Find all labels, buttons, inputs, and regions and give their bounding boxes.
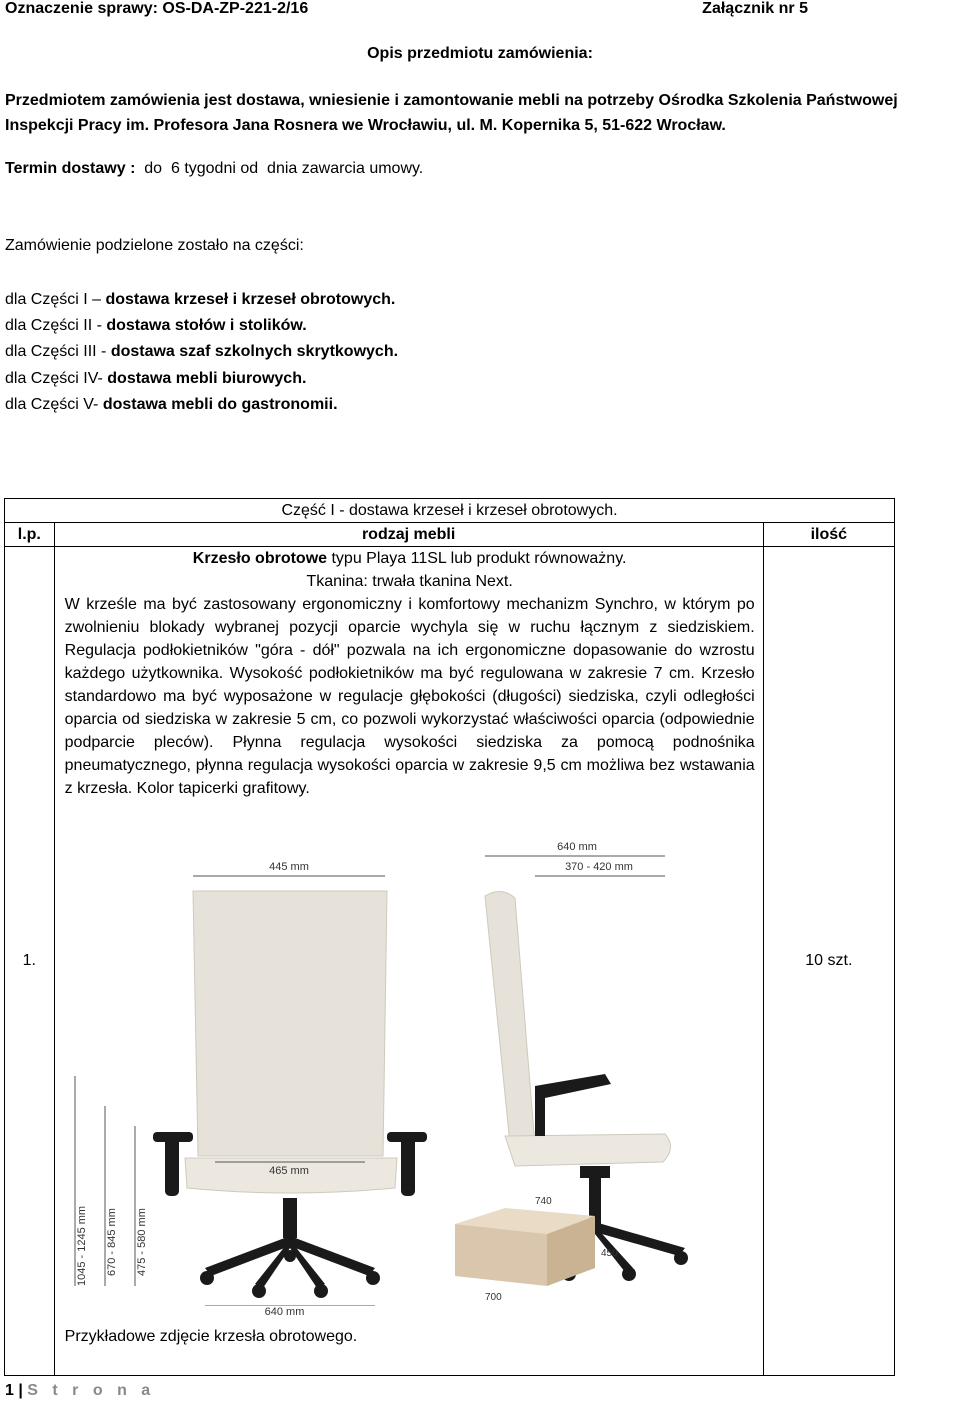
dim-side-seat: 370 - 420 mm — [564, 861, 633, 873]
document-title: Opis przedmiotu zamówienia: — [367, 45, 593, 62]
image-caption: Przykładowe zdjęcie krzesła obrotowego. — [64, 1328, 358, 1345]
row-lp: 1. — [5, 547, 55, 1376]
part-text: dostawa krzeseł i krzeseł obrotowych. — [105, 291, 396, 308]
part-prefix: dla Części V- — [5, 396, 103, 413]
dim-box-b: 450 — [600, 1248, 618, 1259]
item-fabric: Tkanina: trwała tkanina Next. — [306, 573, 513, 590]
row-qty: 10 szt. — [763, 547, 894, 1376]
case-reference: Oznaczenie sprawy: OS-DA-ZP-221-2/16 — [5, 0, 309, 17]
chair-image — [65, 836, 755, 1318]
part-item — [5, 396, 338, 414]
dim-box-a: 740 — [534, 1196, 552, 1207]
chair-drawing — [65, 836, 755, 1306]
attachment-number: Załącznik nr 5 — [702, 0, 808, 17]
delivery-term — [5, 160, 423, 178]
item-name-rest: typu Playa 11SL lub produkt równoważny. — [327, 550, 627, 567]
header-qty: ilość — [763, 523, 894, 547]
table-caption-text: Część I - dostawa krzeseł i krzeseł obrotowych. — [281, 501, 618, 519]
delivery-term-label: Termin dostawy : — [5, 160, 136, 177]
dim-height-seat: 475 - 580 mm — [135, 1208, 148, 1276]
part-prefix: dla Części IV- — [5, 370, 108, 387]
part-prefix: dla Części I – — [5, 291, 106, 308]
side-seat — [505, 1134, 671, 1166]
part-item — [5, 317, 307, 335]
part-prefix: dla Części II - — [5, 317, 107, 334]
part-text: dostawa stołów i stolików. — [106, 317, 307, 334]
part-item — [5, 370, 306, 388]
dim-base-width: 640 mm — [264, 1306, 305, 1318]
part-text: dostawa szaf szkolnych skrytkowych. — [110, 343, 399, 360]
table-caption — [5, 499, 895, 523]
item-name-bold: Krzesło obrotowe — [192, 550, 328, 567]
table-caption-row — [5, 499, 895, 523]
item-description: W krześle ma być zastosowany ergonomiczny i komfortowy mechanizm Synchro, w którym po zwolnieniu blokady wybranej pozycji oparcie wychyla się w ruchu łącznym z siedziskiem. Regulacja podłokietników "góra - dół" pozwala na ich ergonomiczne dopasowanie do wzrostu każdego użytkownika. Wysokość podłokietników ma być regulowana w zakresie 7 cm. Krzesło standardowo ma być wyposażone w regulacje głębokości (długości) siedziska, czyli odległości oparcia od siedziska w zakresie 5 cm, co pozwoli wykorzystać właściwości oparcia (odpowiednie podparcie pleców). Płynna regulacja wysokości siedziska za pomocą podnośnika pneumatycznego, płynna regulacja wysokości oparcia w zakresie 9,5 cm możliwa bez wstawania z krzesła. Kolor tapicerki grafitowy. — [64, 596, 755, 797]
front-backrest — [193, 891, 387, 1156]
parts-title: Zamówienie podzielone zostało na części: — [5, 237, 304, 254]
page-label: S t r o n a — [27, 1382, 156, 1399]
header-lp: l.p. — [5, 523, 55, 547]
item-name — [65, 547, 755, 570]
page-number: 1 — [5, 1382, 14, 1399]
part-text: dostawa mebli do gastronomii. — [102, 396, 338, 413]
front-armrest-right — [401, 1136, 415, 1196]
dim-side-depth: 640 mm — [556, 841, 597, 853]
table-row — [5, 547, 895, 1376]
specification-table — [4, 498, 895, 1376]
part-item — [5, 343, 398, 361]
front-chair — [75, 861, 427, 1306]
front-armrest-left — [165, 1136, 179, 1196]
table-header-row — [5, 523, 895, 547]
side-backrest — [485, 891, 535, 1154]
front-gas-lift — [283, 1198, 297, 1238]
dim-front-width: 445 mm — [268, 861, 309, 873]
intro-paragraph: Przedmiotem zamówienia jest dostawa, wniesienie i zamontowanie mebli na potrzeby Ośrodka Szkolenia Państwowej Inspekcji Pracy im. Profesora Jana Rosnera we Wrocławiu, ul. M. Kopernika 5, 51-622 Wrocław. — [5, 92, 898, 134]
delivery-term-value: do 6 tygodni od dnia zawarcia umowy. — [135, 160, 424, 177]
dim-height-total: 1045 - 1245 mm — [75, 1205, 88, 1286]
part-text: dostawa mebli biurowych. — [107, 370, 307, 387]
header-item: rodzaj mebli — [54, 523, 763, 547]
dim-box-c: 700 — [484, 1292, 502, 1303]
dim-seat-width: 465 mm — [268, 1165, 309, 1177]
part-item — [5, 291, 395, 309]
page-footer: 1 | S t r o n a — [5, 1382, 156, 1399]
dim-height-arm: 670 - 845 mm — [105, 1208, 118, 1276]
row-description-cell — [54, 547, 763, 1376]
side-armrest — [535, 1074, 611, 1136]
part-prefix: dla Części III - — [5, 343, 111, 360]
